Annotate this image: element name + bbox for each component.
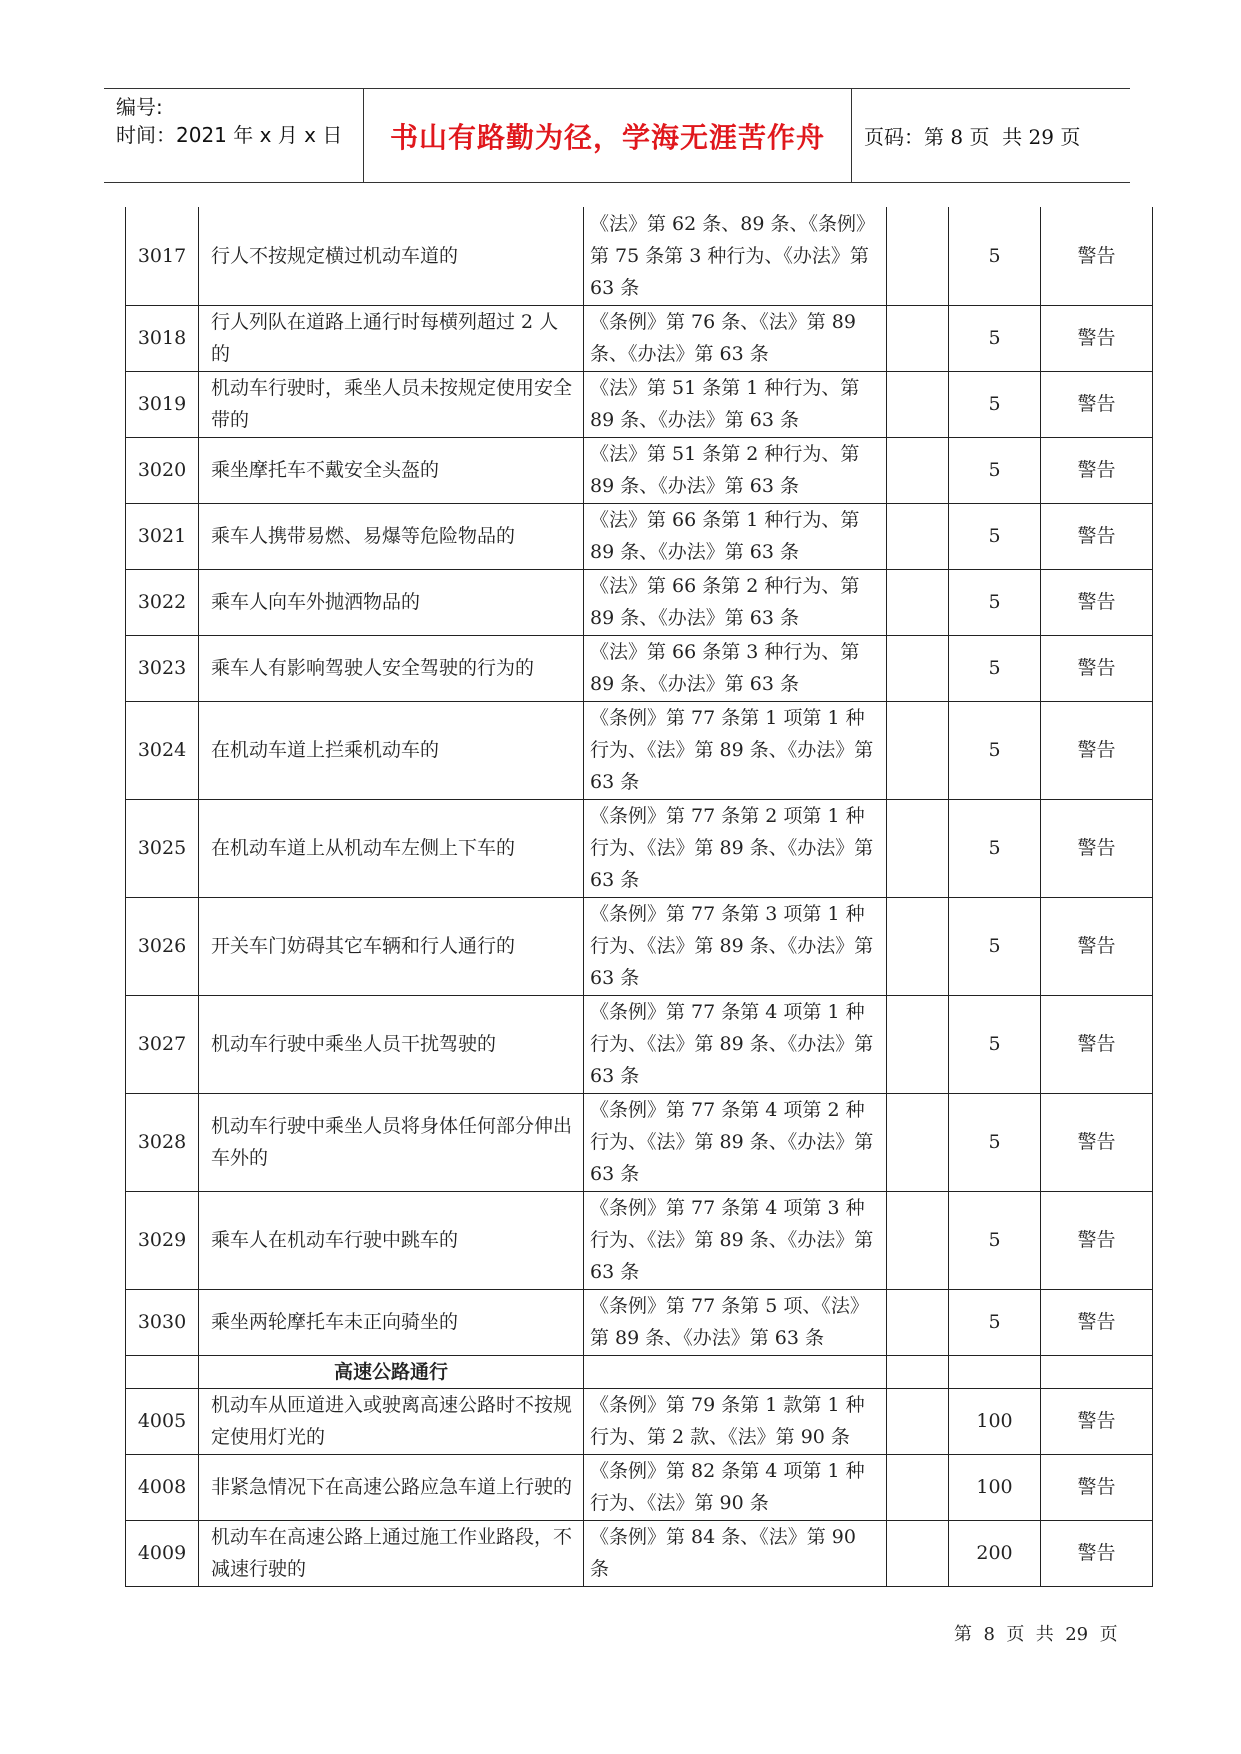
description-cell: 机动车从匝道进入或驶离高速公路时不按规定使用灯光的 — [199, 1388, 584, 1454]
header-motto: 书山有路勤为径，学海无涯苦作舟 — [364, 89, 852, 182]
table-row — [126, 305, 1153, 371]
page-header — [104, 88, 1130, 183]
page-footer: 第 8 页 共 29 页 — [954, 1624, 1118, 1645]
header-meta — [104, 89, 364, 182]
table-row — [126, 1388, 1153, 1454]
fine-cell: 100 — [949, 1454, 1041, 1520]
description-cell: 乘车人有影响驾驶人安全驾驶的行为的 — [199, 635, 584, 701]
fine-cell: 5 — [949, 437, 1041, 503]
penalty-cell: 警告 — [1041, 1520, 1153, 1586]
fine-cell: 5 — [949, 569, 1041, 635]
law-reference-cell: 《法》第 66 条第 2 种行为、第 89 条、《办法》第 63 条 — [584, 569, 887, 635]
blank-cell — [887, 1520, 949, 1586]
penalty-cell: 警告 — [1041, 995, 1153, 1093]
law-reference-cell: 《条例》第 82 条第 4 项第 1 种行为、《法》第 90 条 — [584, 1454, 887, 1520]
code-cell: 3025 — [126, 799, 199, 897]
penalty-cell: 警告 — [1041, 207, 1153, 305]
blank-cell — [887, 1093, 949, 1191]
fine-cell: 5 — [949, 1289, 1041, 1355]
code-cell: 4005 — [126, 1388, 199, 1454]
penalty-cell: 警告 — [1041, 305, 1153, 371]
blank-cell — [887, 1388, 949, 1454]
blank-cell — [887, 437, 949, 503]
law-reference-cell: 《条例》第 84 条、《法》第 90 条 — [584, 1520, 887, 1586]
blank-cell — [887, 207, 949, 305]
fine-cell: 5 — [949, 305, 1041, 371]
fine-cell: 5 — [949, 503, 1041, 569]
description-cell: 乘坐摩托车不戴安全头盔的 — [199, 437, 584, 503]
description-cell: 乘车人携带易燃、易爆等危险物品的 — [199, 503, 584, 569]
penalty-cell: 警告 — [1041, 1093, 1153, 1191]
law-reference-cell: 《条例》第 77 条第 4 项第 2 种行为、《法》第 89 条、《办法》第 63 条 — [584, 1093, 887, 1191]
description-cell: 开关车门妨碍其它车辆和行人通行的 — [199, 897, 584, 995]
blank-cell — [126, 1355, 199, 1388]
fine-cell: 5 — [949, 371, 1041, 437]
law-reference-cell: 《条例》第 76 条、《法》第 89 条、《办法》第 63 条 — [584, 305, 887, 371]
blank-cell — [887, 1454, 949, 1520]
description-cell: 乘坐两轮摩托车未正向骑坐的 — [199, 1289, 584, 1355]
penalty-cell: 警告 — [1041, 701, 1153, 799]
fine-cell: 5 — [949, 1191, 1041, 1289]
code-cell: 3029 — [126, 1191, 199, 1289]
penalty-cell: 警告 — [1041, 1289, 1153, 1355]
code-cell: 3022 — [126, 569, 199, 635]
law-reference-cell: 《法》第 66 条第 1 种行为、第 89 条、《办法》第 63 条 — [584, 503, 887, 569]
page-label: 页码：第 8 页 共 29 页 — [864, 125, 1081, 149]
fine-cell: 5 — [949, 799, 1041, 897]
code-cell: 3020 — [126, 437, 199, 503]
penalty-cell: 警告 — [1041, 569, 1153, 635]
blank-cell — [887, 1191, 949, 1289]
blank-cell — [887, 1355, 949, 1388]
blank-cell — [887, 503, 949, 569]
fine-cell: 5 — [949, 1093, 1041, 1191]
law-reference-cell: 《条例》第 77 条第 1 项第 1 种行为、《法》第 89 条、《办法》第 63 条 — [584, 701, 887, 799]
code-cell: 3027 — [126, 995, 199, 1093]
penalty-cell: 警告 — [1041, 635, 1153, 701]
code-cell: 3018 — [126, 305, 199, 371]
table-row — [126, 437, 1153, 503]
penalty-cell: 警告 — [1041, 897, 1153, 995]
penalty-cell: 警告 — [1041, 1454, 1153, 1520]
penalty-cell: 警告 — [1041, 799, 1153, 897]
law-reference-cell: 《条例》第 79 条第 1 款第 1 种行为、第 2 款、《法》第 90 条 — [584, 1388, 887, 1454]
law-reference-cell: 《条例》第 77 条第 4 项第 1 种行为、《法》第 89 条、《办法》第 63 条 — [584, 995, 887, 1093]
law-reference-cell: 《法》第 51 条第 1 种行为、第 89 条、《办法》第 63 条 — [584, 371, 887, 437]
description-cell: 在机动车道上拦乘机动车的 — [199, 701, 584, 799]
table-row — [126, 799, 1153, 897]
description-cell: 机动车在高速公路上通过施工作业路段，不减速行驶的 — [199, 1520, 584, 1586]
header-page-info — [852, 89, 1130, 182]
table-row — [126, 569, 1153, 635]
blank-cell — [887, 995, 949, 1093]
code-cell: 3028 — [126, 1093, 199, 1191]
code-cell: 3021 — [126, 503, 199, 569]
table-row — [126, 995, 1153, 1093]
penalty-cell: 警告 — [1041, 1191, 1153, 1289]
fine-cell: 5 — [949, 701, 1041, 799]
law-reference-cell: 《法》第 51 条第 2 种行为、第 89 条、《办法》第 63 条 — [584, 437, 887, 503]
description-cell: 非紧急情况下在高速公路应急车道上行驶的 — [199, 1454, 584, 1520]
number-label: 编号: — [116, 95, 163, 119]
fine-cell: 5 — [949, 207, 1041, 305]
section-row — [126, 1355, 1153, 1388]
description-cell: 行人不按规定横过机动车道的 — [199, 207, 584, 305]
law-reference-cell: 《法》第 66 条第 3 种行为、第 89 条、《办法》第 63 条 — [584, 635, 887, 701]
table-row — [126, 207, 1153, 305]
code-cell: 3017 — [126, 207, 199, 305]
description-cell: 乘车人向车外抛洒物品的 — [199, 569, 584, 635]
description-cell: 在机动车道上从机动车左侧上下车的 — [199, 799, 584, 897]
description-cell: 行人列队在道路上通行时每横列超过 2 人的 — [199, 305, 584, 371]
table-row — [126, 1093, 1153, 1191]
description-cell: 机动车行驶时，乘坐人员未按规定使用安全带的 — [199, 371, 584, 437]
blank-cell — [887, 799, 949, 897]
table-row — [126, 1191, 1153, 1289]
penalty-cell: 警告 — [1041, 437, 1153, 503]
law-reference-cell: 《法》第 62 条、89 条、《条例》第 75 条第 3 种行为、《办法》第 63 条 — [584, 207, 887, 305]
fine-cell: 200 — [949, 1520, 1041, 1586]
blank-cell — [887, 897, 949, 995]
blank-cell — [887, 1289, 949, 1355]
time-label: 时间：2021 年 x 月 x 日 — [116, 123, 343, 147]
violation-table — [125, 207, 1153, 1587]
table-row — [126, 701, 1153, 799]
law-reference-cell: 《条例》第 77 条第 5 项、《法》第 89 条、《办法》第 63 条 — [584, 1289, 887, 1355]
law-reference-cell: 《条例》第 77 条第 3 项第 1 种行为、《法》第 89 条、《办法》第 63 条 — [584, 897, 887, 995]
fine-cell: 100 — [949, 1388, 1041, 1454]
code-cell: 3024 — [126, 701, 199, 799]
code-cell: 3030 — [126, 1289, 199, 1355]
code-cell: 3026 — [126, 897, 199, 995]
code-cell: 4009 — [126, 1520, 199, 1586]
fine-cell: 5 — [949, 635, 1041, 701]
penalty-cell: 警告 — [1041, 503, 1153, 569]
blank-cell — [584, 1355, 887, 1388]
blank-cell — [1041, 1355, 1153, 1388]
code-cell: 4008 — [126, 1454, 199, 1520]
law-reference-cell: 《条例》第 77 条第 2 项第 1 种行为、《法》第 89 条、《办法》第 63 条 — [584, 799, 887, 897]
fine-cell: 5 — [949, 995, 1041, 1093]
blank-cell — [887, 569, 949, 635]
table-row — [126, 1520, 1153, 1586]
blank-cell — [887, 701, 949, 799]
table-row — [126, 1289, 1153, 1355]
blank-cell — [887, 635, 949, 701]
table-row — [126, 1454, 1153, 1520]
penalty-cell: 警告 — [1041, 1388, 1153, 1454]
table-row — [126, 897, 1153, 995]
blank-cell — [887, 371, 949, 437]
code-cell: 3023 — [126, 635, 199, 701]
fine-cell: 5 — [949, 897, 1041, 995]
blank-cell — [949, 1355, 1041, 1388]
description-cell: 乘车人在机动车行驶中跳车的 — [199, 1191, 584, 1289]
section-title: 高速公路通行 — [199, 1355, 584, 1388]
law-reference-cell: 《条例》第 77 条第 4 项第 3 种行为、《法》第 89 条、《办法》第 63 条 — [584, 1191, 887, 1289]
table-row — [126, 503, 1153, 569]
description-cell: 机动车行驶中乘坐人员将身体任何部分伸出车外的 — [199, 1093, 584, 1191]
description-cell: 机动车行驶中乘坐人员干扰驾驶的 — [199, 995, 584, 1093]
table-row — [126, 635, 1153, 701]
table-row — [126, 371, 1153, 437]
blank-cell — [887, 305, 949, 371]
code-cell: 3019 — [126, 371, 199, 437]
penalty-cell: 警告 — [1041, 371, 1153, 437]
